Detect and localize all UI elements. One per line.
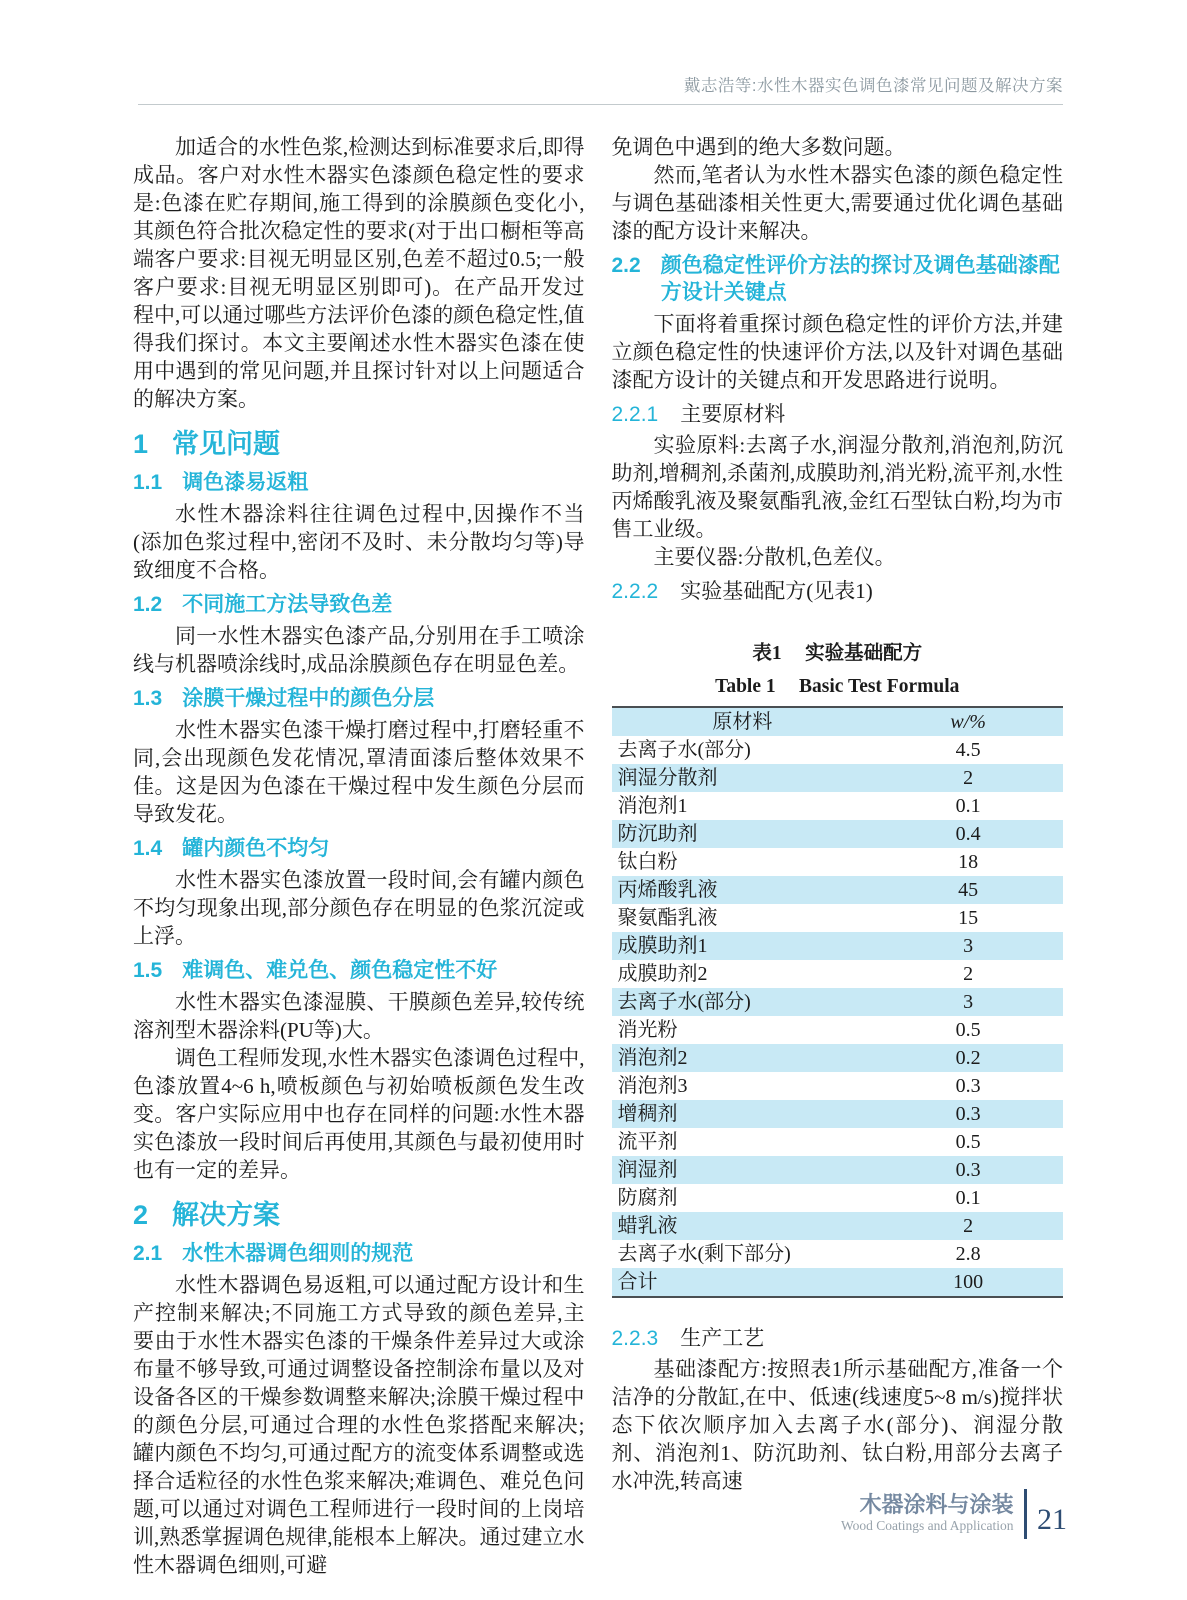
section-number: 2 bbox=[133, 1200, 149, 1230]
value-cell: 2 bbox=[963, 1214, 974, 1237]
table-row bbox=[612, 1100, 1064, 1128]
section-title: 罐内颜色不均匀 bbox=[182, 837, 330, 860]
value-cell: 2 bbox=[963, 766, 974, 789]
paragraph: 水性木器调色易返粗,可以通过配方设计和生产控制来解决;不同施工方式导致的颜色差异,主要由于水性木器实色漆的干燥条件差异过大或涂布量不够导致,可通过调整设备控制涂布量以及对设备各区的干燥参数调整来解决;涂膜干燥过程中的颜色分层,可通过合理的水性色浆搭配来解决;罐内颜色不均匀,可通过配方的流变体系调整或选择合适粒径的水性色浆来解决;难调色、难兑色问题,可以通过对调色工程师进行一段时间的上岗培训,熟悉掌握调色规律,能根本上解决。通过建立水性木器调色细则,可避 bbox=[133, 1273, 585, 1577]
section-number: 1.4 bbox=[133, 837, 163, 860]
value-cell: 3 bbox=[963, 990, 974, 1013]
value-cell: 0.2 bbox=[955, 1046, 981, 1069]
section-1-2-heading bbox=[133, 591, 585, 618]
table-row bbox=[612, 904, 1064, 932]
value-cell: 0.3 bbox=[955, 1074, 981, 1097]
value-cell: 0.3 bbox=[955, 1102, 981, 1125]
value-cell: 0.1 bbox=[955, 794, 981, 817]
table-header-row bbox=[612, 707, 1064, 736]
table-caption-en-label: Table 1 bbox=[715, 676, 776, 697]
running-head-title: 戴志浩等:水性木器实色调色漆常见问题及解决方案 bbox=[683, 77, 1063, 95]
section-number: 1.3 bbox=[133, 687, 163, 710]
column-header-percent-text: w/% bbox=[950, 710, 986, 733]
material-cell: 去离子水(部分) bbox=[617, 738, 751, 761]
material-cell: 钛白粉 bbox=[617, 850, 678, 873]
material-cell: 消光粉 bbox=[617, 1018, 678, 1041]
table-row bbox=[612, 1044, 1064, 1072]
table-row bbox=[612, 764, 1064, 792]
section-number: 2.2.2 bbox=[611, 580, 659, 603]
section-number: 2.1 bbox=[133, 1242, 163, 1265]
section-number: 1.1 bbox=[133, 471, 163, 494]
right-column bbox=[612, 133, 1064, 1579]
column-header-material: 原材料 bbox=[712, 710, 773, 733]
table-row bbox=[612, 1016, 1064, 1044]
journal-name-en: Wood Coatings and Application bbox=[840, 1518, 1014, 1533]
value-cell: 0.3 bbox=[955, 1158, 981, 1181]
journal-name-block bbox=[841, 1493, 1014, 1535]
material-cell: 丙烯酸乳液 bbox=[617, 878, 718, 901]
table-caption-zh bbox=[612, 640, 1064, 667]
section-2-2-2-heading bbox=[612, 577, 1064, 606]
paragraph: 水性木器涂料往往调色过程中,因操作不当(添加色浆过程中,密闭不及时、未分散均匀等)导致细度不合格。 bbox=[133, 502, 585, 582]
value-cell: 2 bbox=[963, 962, 974, 985]
footer-divider-bar bbox=[1024, 1489, 1028, 1539]
table-row bbox=[612, 876, 1064, 904]
material-cell: 去离子水(剩下部分) bbox=[617, 1242, 791, 1265]
section-title: 实验基础配方(见表1) bbox=[680, 579, 873, 603]
table-row bbox=[612, 1128, 1064, 1156]
two-column-body bbox=[133, 133, 1063, 1579]
value-cell: 0.4 bbox=[955, 822, 981, 845]
paragraph: 水性木器实色漆放置一段时间,会有罐内颜色不均匀现象出现,部分颜色存在明显的色浆沉淀或上浮。 bbox=[133, 868, 585, 948]
section-2-2-3-heading bbox=[612, 1324, 1064, 1353]
paragraph: 调色工程师发现,水性木器实色漆调色过程中,色漆放置4~6 h,喷板颜色与初始喷板颜色发生改变。客户实际应用中也存在同样的问题:水性木器实色漆放一段时间后再使用,其颜色与最初使用时也有一定的差异。 bbox=[133, 1046, 585, 1182]
paragraph-continuation: 免调色中遇到的绝大多数问题。 bbox=[611, 135, 906, 159]
section-number: 2.2.3 bbox=[611, 1327, 659, 1350]
material-cell: 防腐剂 bbox=[617, 1186, 678, 1209]
section-title: 涂膜干燥过程中的颜色分层 bbox=[182, 687, 435, 710]
section-1-4-heading bbox=[133, 835, 585, 862]
material-cell: 润湿分散剂 bbox=[617, 766, 718, 789]
section-title: 水性木器调色细则的规范 bbox=[182, 1242, 414, 1265]
running-head-rule bbox=[138, 104, 1063, 105]
section-2-2-heading bbox=[612, 252, 1064, 306]
material-cell: 消泡剂1 bbox=[617, 794, 688, 817]
table-caption-en-text: Basic Test Formula bbox=[799, 676, 960, 697]
material-cell: 聚氨酯乳液 bbox=[617, 906, 718, 929]
table-row bbox=[612, 960, 1064, 988]
value-cell: 0.5 bbox=[955, 1018, 981, 1041]
material-cell: 流平剂 bbox=[617, 1130, 678, 1153]
material-cell: 润湿剂 bbox=[617, 1158, 678, 1181]
section-title: 常见问题 bbox=[172, 429, 281, 459]
value-cell: 45 bbox=[958, 878, 979, 901]
paragraph: 水性木器实色漆湿膜、干膜颜色差异,较传统溶剂型木器涂料(PU等)大。 bbox=[133, 990, 585, 1042]
left-column bbox=[133, 133, 585, 1579]
material-cell: 成膜助剂1 bbox=[617, 934, 708, 957]
section-title: 难调色、难兑色、颜色稳定性不好 bbox=[182, 959, 498, 982]
section-number: 1.5 bbox=[133, 959, 163, 982]
value-cell: 100 bbox=[953, 1270, 984, 1293]
basic-test-formula-table bbox=[612, 706, 1064, 1298]
section-2-heading bbox=[133, 1199, 585, 1231]
table-total-row bbox=[612, 1268, 1064, 1297]
section-title: 解决方案 bbox=[172, 1200, 281, 1230]
paragraph: 水性木器实色漆干燥打磨过程中,打磨轻重不同,会出现颜色发花情况,罩清面漆后整体效果不佳。这是因为色漆在干燥过程中发生颜色分层而导致发花。 bbox=[133, 718, 585, 826]
table-row bbox=[612, 1240, 1064, 1268]
page-number: 21 bbox=[1037, 1503, 1067, 1536]
table-row bbox=[612, 792, 1064, 820]
section-title: 主要原材料 bbox=[680, 402, 786, 426]
section-title: 生产工艺 bbox=[680, 1326, 765, 1350]
section-2-2-1-heading bbox=[612, 400, 1064, 429]
value-cell: 18 bbox=[958, 850, 979, 873]
value-cell: 15 bbox=[958, 906, 979, 929]
material-cell: 成膜助剂2 bbox=[617, 962, 708, 985]
table-row bbox=[612, 820, 1064, 848]
table-row bbox=[612, 1072, 1064, 1100]
material-cell: 增稠剂 bbox=[617, 1102, 678, 1125]
material-cell: 合计 bbox=[617, 1270, 658, 1293]
section-number: 1 bbox=[133, 429, 149, 459]
section-title: 不同施工方法导致色差 bbox=[182, 593, 393, 616]
paragraph: 基础漆配方:按照表1所示基础配方,准备一个洁净的分散缸,在中、低速(线速度5~8 m/s)搅拌状态下依次顺序加入去离子水(部分)、润湿分散剂、消泡剂1、防沉助剂、钛白粉,用部分去离子水冲洗,转高速 bbox=[611, 1357, 1063, 1493]
section-number: 2.2 bbox=[611, 254, 641, 277]
section-2-1-heading bbox=[133, 1240, 585, 1267]
section-1-5-heading bbox=[133, 957, 585, 984]
section-1-3-heading bbox=[133, 685, 585, 712]
paragraph: 然而,笔者认为水性木器实色漆的颜色稳定性与调色基础漆相关性更大,需要通过优化调色基础漆的配方设计来解决。 bbox=[611, 163, 1063, 243]
table-row bbox=[612, 1156, 1064, 1184]
column-header-percent bbox=[873, 707, 1063, 736]
value-cell: 4.5 bbox=[955, 738, 981, 761]
table-row bbox=[612, 1184, 1064, 1212]
value-cell: 0.1 bbox=[955, 1186, 981, 1209]
value-cell: 3 bbox=[963, 934, 974, 957]
page-footer bbox=[841, 1489, 1067, 1539]
table-caption-zh-label: 表1 bbox=[752, 643, 782, 664]
section-title: 调色漆易返粗 bbox=[182, 471, 309, 494]
material-cell: 去离子水(部分) bbox=[617, 990, 751, 1013]
material-cell: 消泡剂2 bbox=[617, 1046, 688, 1069]
section-1-1-heading bbox=[133, 469, 585, 496]
section-1-heading bbox=[133, 428, 585, 460]
table-row bbox=[612, 988, 1064, 1016]
journal-name-zh: 木器涂料与涂装 bbox=[859, 1492, 1014, 1517]
table-row bbox=[612, 932, 1064, 960]
value-cell: 2.8 bbox=[955, 1242, 981, 1265]
table-1-block bbox=[612, 640, 1064, 1298]
table-row bbox=[612, 1212, 1064, 1240]
value-cell: 0.5 bbox=[955, 1130, 981, 1153]
paragraph: 同一水性木器实色漆产品,分别用在手工喷涂线与机器喷涂线时,成品涂膜颜色存在明显色差。 bbox=[133, 624, 585, 676]
material-cell: 蜡乳液 bbox=[617, 1214, 678, 1237]
paragraph: 加适合的水性色浆,检测达到标准要求后,即得成品。客户对水性木器实色漆颜色稳定性的要求是:色漆在贮存期间,施工得到的涂膜颜色变化小,其颜色符合批次稳定性的要求(对于出口橱柜等高端客户要求:目视无明显区别,色差不超过0.5;一般客户要求:目视无明显区别即可)。在产品开发过程中,可以通过哪些方法评价色漆的颜色稳定性,值得我们探讨。本文主要阐述水性木器实色漆在使用中遇到的常见问题,并且探讨针对以上问题适合的解决方案。 bbox=[133, 135, 585, 411]
table-caption-zh-text: 实验基础配方 bbox=[805, 643, 923, 664]
table-row bbox=[612, 736, 1064, 764]
section-number: 1.2 bbox=[133, 593, 163, 616]
paragraph: 下面将着重探讨颜色稳定性的评价方法,并建立颜色稳定性的快速评价方法,以及针对调色基础漆配方设计的关键点和开发思路进行说明。 bbox=[611, 312, 1063, 392]
paragraph: 主要仪器:分散机,色差仪。 bbox=[653, 545, 896, 569]
paragraph: 实验原料:去离子水,润湿分散剂,消泡剂,防沉助剂,增稠剂,杀菌剂,成膜助剂,消光粉,流平剂,水性丙烯酸乳液及聚氨酯乳液,金红石型钛白粉,均为市售工业级。 bbox=[611, 433, 1063, 541]
table-row bbox=[612, 848, 1064, 876]
section-title: 颜色稳定性评价方法的探讨及调色基础漆配方设计关键点 bbox=[660, 254, 1060, 304]
section-number: 2.2.1 bbox=[611, 403, 659, 426]
table-caption-en bbox=[612, 673, 1064, 700]
material-cell: 消泡剂3 bbox=[617, 1074, 688, 1097]
material-cell: 防沉助剂 bbox=[617, 822, 698, 845]
